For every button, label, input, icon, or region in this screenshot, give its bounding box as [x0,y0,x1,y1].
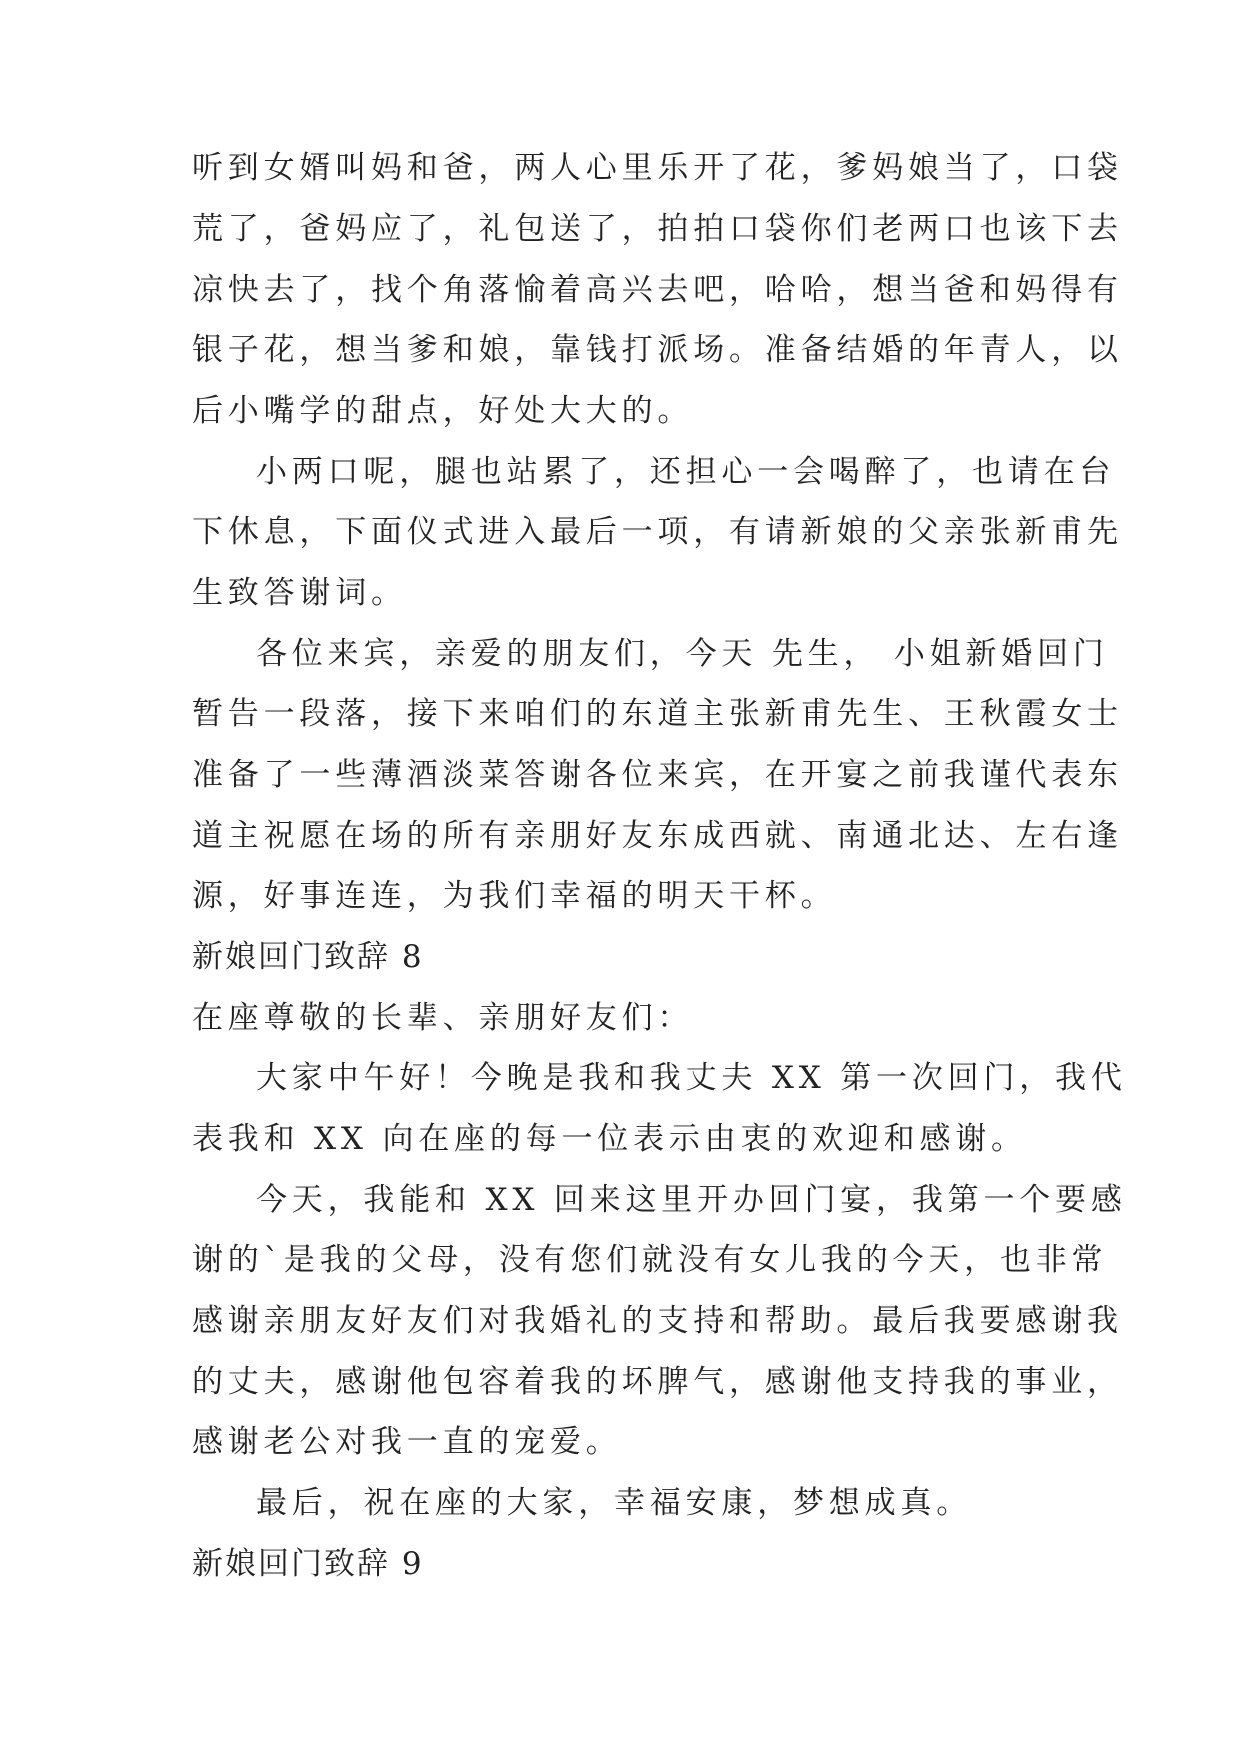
paragraph-line: 最后，祝在座的大家，幸福安康，梦想成真。 [256,1485,972,1521]
paragraph-line: 道主祝愿在场的所有亲朋好友东成西就、南通北达、左右逢 [192,818,1123,854]
paragraph-line: 的丈夫，感谢他包容着我的坏脾气，感谢他支持我的事业， [192,1364,1123,1400]
paragraph-line: 表我和 XX 向在座的每一位表示由衷的欢迎和感谢。 [192,1121,1027,1157]
paragraph-line: 听到女婿叫妈和爸，两人心里乐开了花，爹妈娘当了，口袋 [192,150,1123,186]
paragraph-line: 银子花，想当爹和娘，靠钱打派场。准备结婚的年青人，以 [192,332,1123,368]
paragraph-line: 后小嘴学的甜点，好处大大的。 [192,393,694,429]
paragraph-line: 谢的`是我的父母，没有您们就没有女儿我的今天，也非常 [192,1242,1108,1278]
paragraph-line: 各位来宾，亲爱的朋友们，今天 先生， 小姐新婚回门 [256,636,1109,672]
paragraph-line: 大家中午好！今晚是我和我丈夫 XX 第一次回门，我代 [256,1060,1127,1096]
paragraph-line: 源，好事连连，为我们幸福的明天干杯。 [192,878,837,914]
paragraph-line: 生致答谢词。 [192,575,407,611]
paragraph-line: 感谢老公对我一直的宠爱。 [192,1424,622,1460]
salutation-line: 在座尊敬的长辈、亲朋好友们： [192,1000,694,1036]
paragraph-line: 暂告一段落，接下来咱们的东道主张新甫先生、王秋霞女士 [192,696,1123,732]
paragraph-line: 感谢亲朋友好友们对我婚礼的支持和帮助。最后我要感谢我 [192,1303,1123,1339]
paragraph-line: 准备了一些薄酒淡菜答谢各位来宾，在开宴之前我谨代表东 [192,757,1123,793]
paragraph-line: 今天，我能和 XX 回来这里开办回门宴，我第一个要感 [256,1182,1127,1218]
paragraph-line: 小两口呢，腿也站累了，还担心一会喝醉了，也请在台 [256,454,1116,490]
paragraph-line: 凉快去了，找个角落愉着高兴去吧，哈哈，想当爸和妈得有 [192,272,1123,308]
paragraph-line: 荒了，爸妈应了，礼包送了，拍拍口袋你们老两口也该下去 [192,211,1123,247]
section-heading: 新娘回门致辞 8 [192,939,424,975]
section-heading: 新娘回门致辞 9 [192,1546,424,1582]
paragraph-line: 下休息，下面仪式进入最后一项，有请新娘的父亲张新甫先 [192,514,1123,550]
